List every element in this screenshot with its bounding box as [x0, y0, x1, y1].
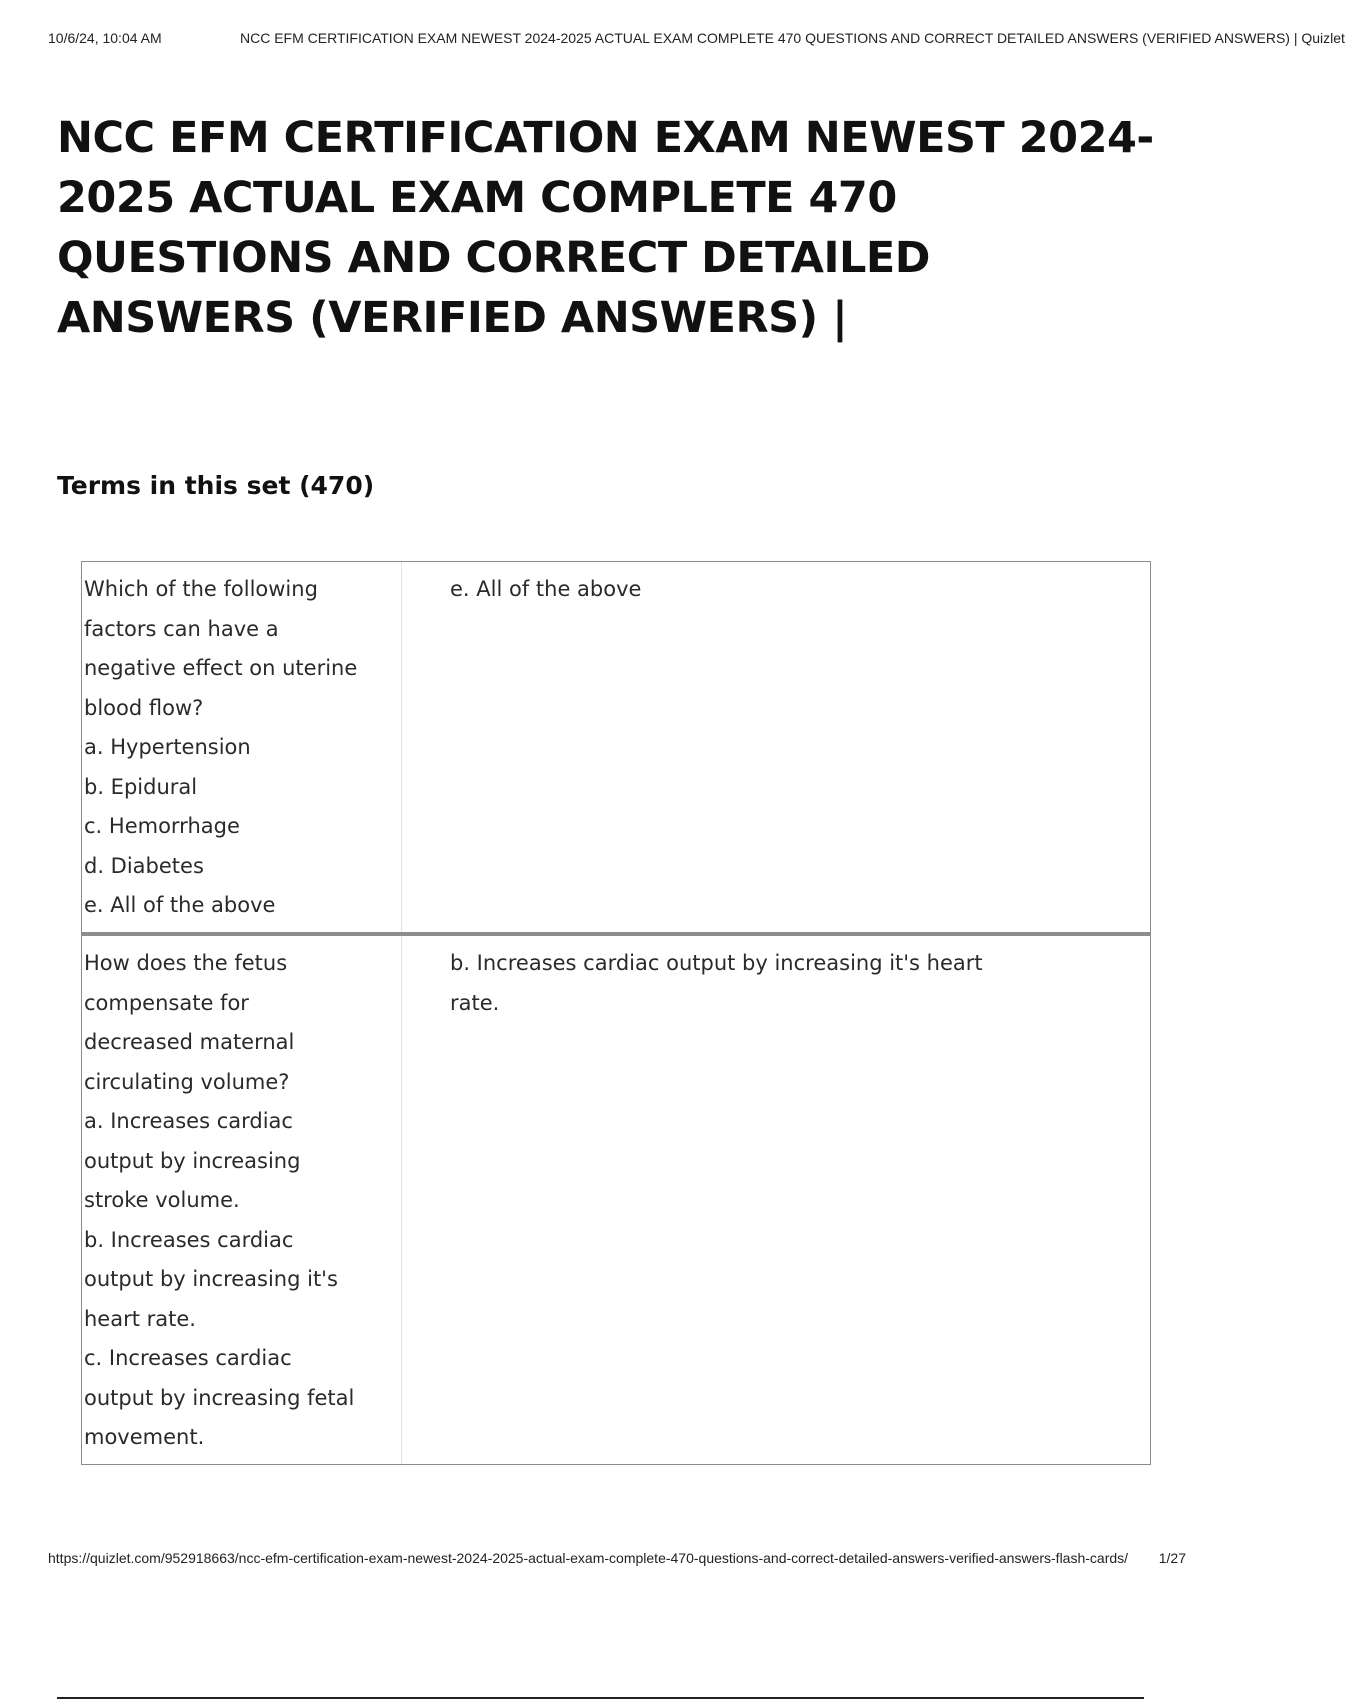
- page-number: 1/27: [1158, 1550, 1186, 1566]
- term-card: [81, 561, 1151, 933]
- print-header: [48, 30, 1345, 50]
- terms-count-heading: Terms in this set (470): [57, 471, 375, 500]
- print-page-title: NCC EFM CERTIFICATION EXAM NEWEST 2024-2025 ACTUAL EXAM COMPLETE 470 QUESTIONS AND CORRECT DETAILED ANSWERS (VERIFIED ANSWERS) | Quizlet: [240, 30, 1345, 46]
- print-url: https://quizlet.com/952918663/ncc-efm-certification-exam-newest-2024-2025-actual-exam-complete-470-questions-and-correct-detailed-answers-verified-answers-flash-cards/: [48, 1550, 1129, 1566]
- term-question: Which of the following factors can have a negative effect on uterine blood flow? a. Hypertension b. Epidural c. Hemorrhage d. Diabetes e. All of the above: [82, 562, 402, 932]
- print-date: 10/6/24, 10:04 AM: [48, 30, 162, 46]
- term-answer: e. All of the above: [450, 577, 642, 601]
- print-footer: [48, 1550, 1186, 1570]
- document-title: NCC EFM CERTIFICATION EXAM NEWEST 2024-2025 ACTUAL EXAM COMPLETE 470 QUESTIONS AND CORRECT DETAILED ANSWERS (VERIFIED ANSWERS) |: [57, 113, 1154, 343]
- term-card: [81, 933, 1151, 1465]
- terms-list: [81, 561, 1151, 1465]
- term-answer: b. Increases cardiac output by increasing it's heart rate.: [450, 951, 983, 1015]
- page-divider: [57, 1697, 1144, 1699]
- term-question: How does the fetus compensate for decreased maternal circulating volume? a. Increases cardiac output by increasing stroke volume. b. Increases cardiac output by increasing it's heart rate. c. Increases cardiac output by increasing fetal movement.: [82, 936, 402, 1464]
